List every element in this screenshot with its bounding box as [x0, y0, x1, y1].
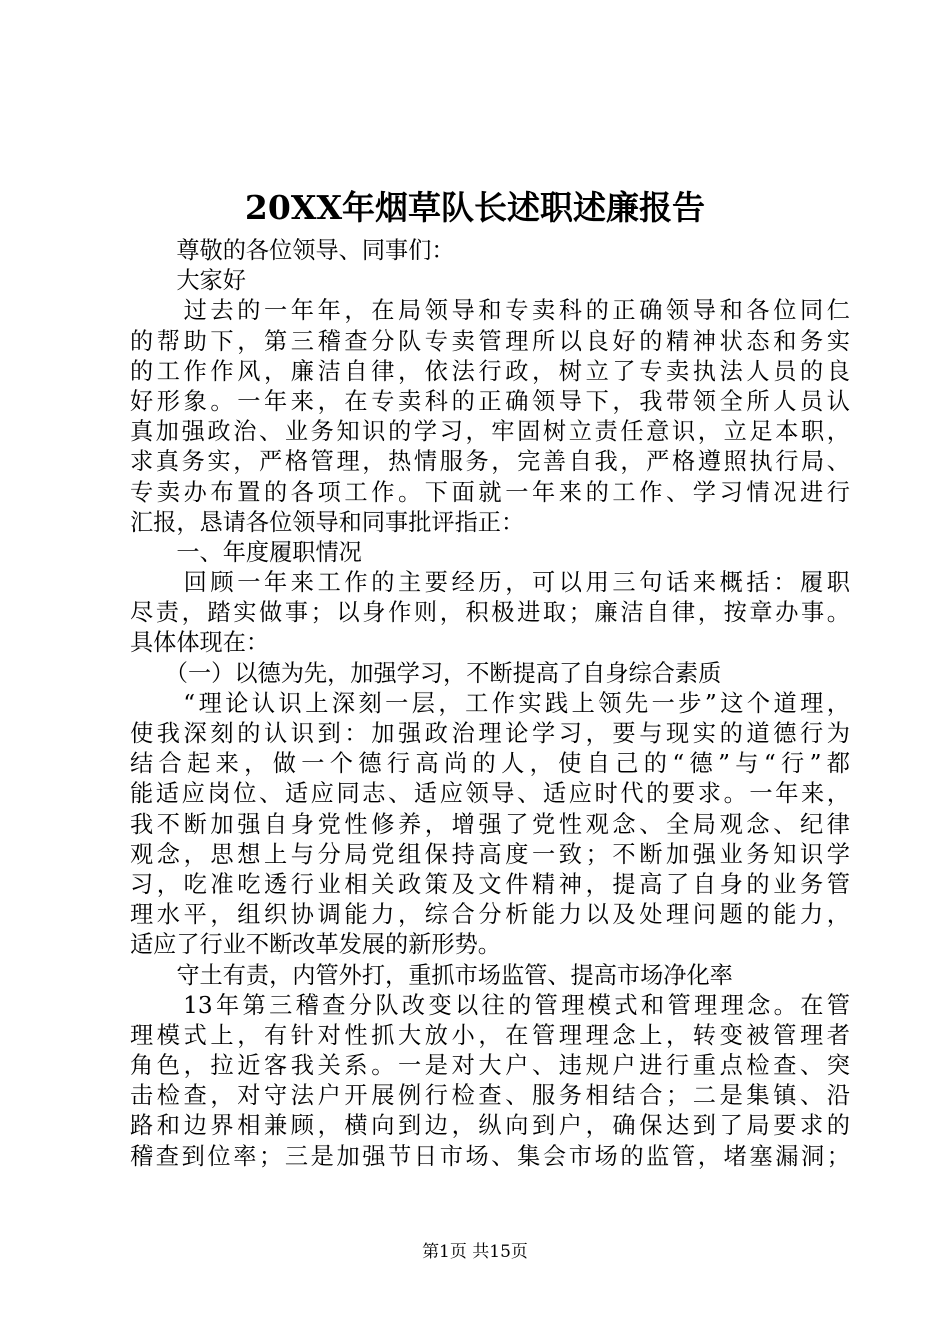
body-line: 的帮助下，第三稽查分队专卖管理所以良好的精神状态和务实 — [130, 327, 850, 355]
body-line: 回顾一年来工作的主要经历，可以用三句话来概括：履职 — [130, 569, 850, 597]
body-line: 的工作作风，廉洁自律，依法行政，树立了专卖执法人员的良 — [130, 357, 850, 385]
document-body — [130, 236, 850, 1172]
body-line: 路和边界相兼顾，横向到边，纵向到户，确保达到了局要求的 — [130, 1112, 850, 1140]
page-footer: 第1页 共15页 — [422, 1242, 528, 1262]
body-line: 大家好 — [130, 267, 246, 295]
body-line: 击检查，对守法户开展例行检查、服务相结合；二是集镇、沿 — [130, 1082, 850, 1110]
body-line: 汇报，恳请各位领导和同事批评指正： — [130, 508, 525, 536]
body-line: 守土有责，内管外打，重抓市场监管、提高市场净化率 — [130, 961, 733, 989]
body-line: “理论认识上深刻一层，工作实践上领先一步”这个道理， — [130, 689, 850, 717]
body-line: 具体体现在： — [130, 629, 270, 657]
body-line: 结合起来，做一个德行高尚的人，使自己的“德”与“行”都 — [130, 750, 850, 778]
body-line: 真加强政治、业务知识的学习，牢固树立责任意识，立足本职， — [130, 418, 850, 446]
body-line: 尊敬的各位领导、同事们： — [130, 237, 455, 264]
document-title: 20XX年烟草队长述职述廉报告 — [244, 188, 706, 227]
body-line: 使我深刻的认识到：加强政治理论学习，要与现实的道德行为 — [130, 720, 850, 747]
body-line: 稽查到位率；三是加强节日市场、集会市场的监管，堵塞漏洞； — [130, 1142, 850, 1170]
body-line: （一）以德为先，加强学习，不断提高了自身综合素质 — [130, 659, 722, 687]
body-line: 好形象。一年来，在专卖科的正确领导下，我带领全所人员认 — [130, 387, 850, 415]
body-line: 适应了行业不断改革发展的新形势。 — [130, 931, 501, 959]
body-line: 角色，拉近客我关系。一是对大户、违规户进行重点检查、突 — [130, 1052, 850, 1080]
body-line: 一、年度履职情况 — [130, 538, 362, 566]
body-line: 观念，思想上与分局党组保持高度一致；不断加强业务知识学 — [130, 840, 850, 868]
body-line: 理水平，组织协调能力，综合分析能力以及处理问题的能力， — [130, 901, 850, 929]
body-line: 13年第三稽查分队改变以往的管理模式和管理理念。在管 — [130, 991, 850, 1019]
body-line: 求真务实，严格管理，热情服务，完善自我，严格遵照执行局、 — [130, 448, 850, 476]
body-line: 能适应岗位、适应同志、适应领导、适应时代的要求。一年来， — [130, 780, 850, 808]
body-line: 尽责，踏实做事；以身作则，积极进取；廉洁自律，按章办事。 — [130, 599, 850, 627]
body-line: 过去的一年年，在局领导和专卖科的正确领导和各位同仁 — [130, 297, 850, 325]
body-line: 我不断加强自身党性修养，增强了党性观念、全局观念、纪律 — [130, 810, 850, 838]
body-line: 理模式上，有针对性抓大放小，在管理理念上，转变被管理者 — [130, 1021, 850, 1049]
body-line: 习，吃准吃透行业相关政策及文件精神，提高了自身的业务管 — [130, 870, 850, 898]
body-line: 专卖办布置的各项工作。下面就一年来的工作、学习情况进行 — [130, 478, 850, 506]
